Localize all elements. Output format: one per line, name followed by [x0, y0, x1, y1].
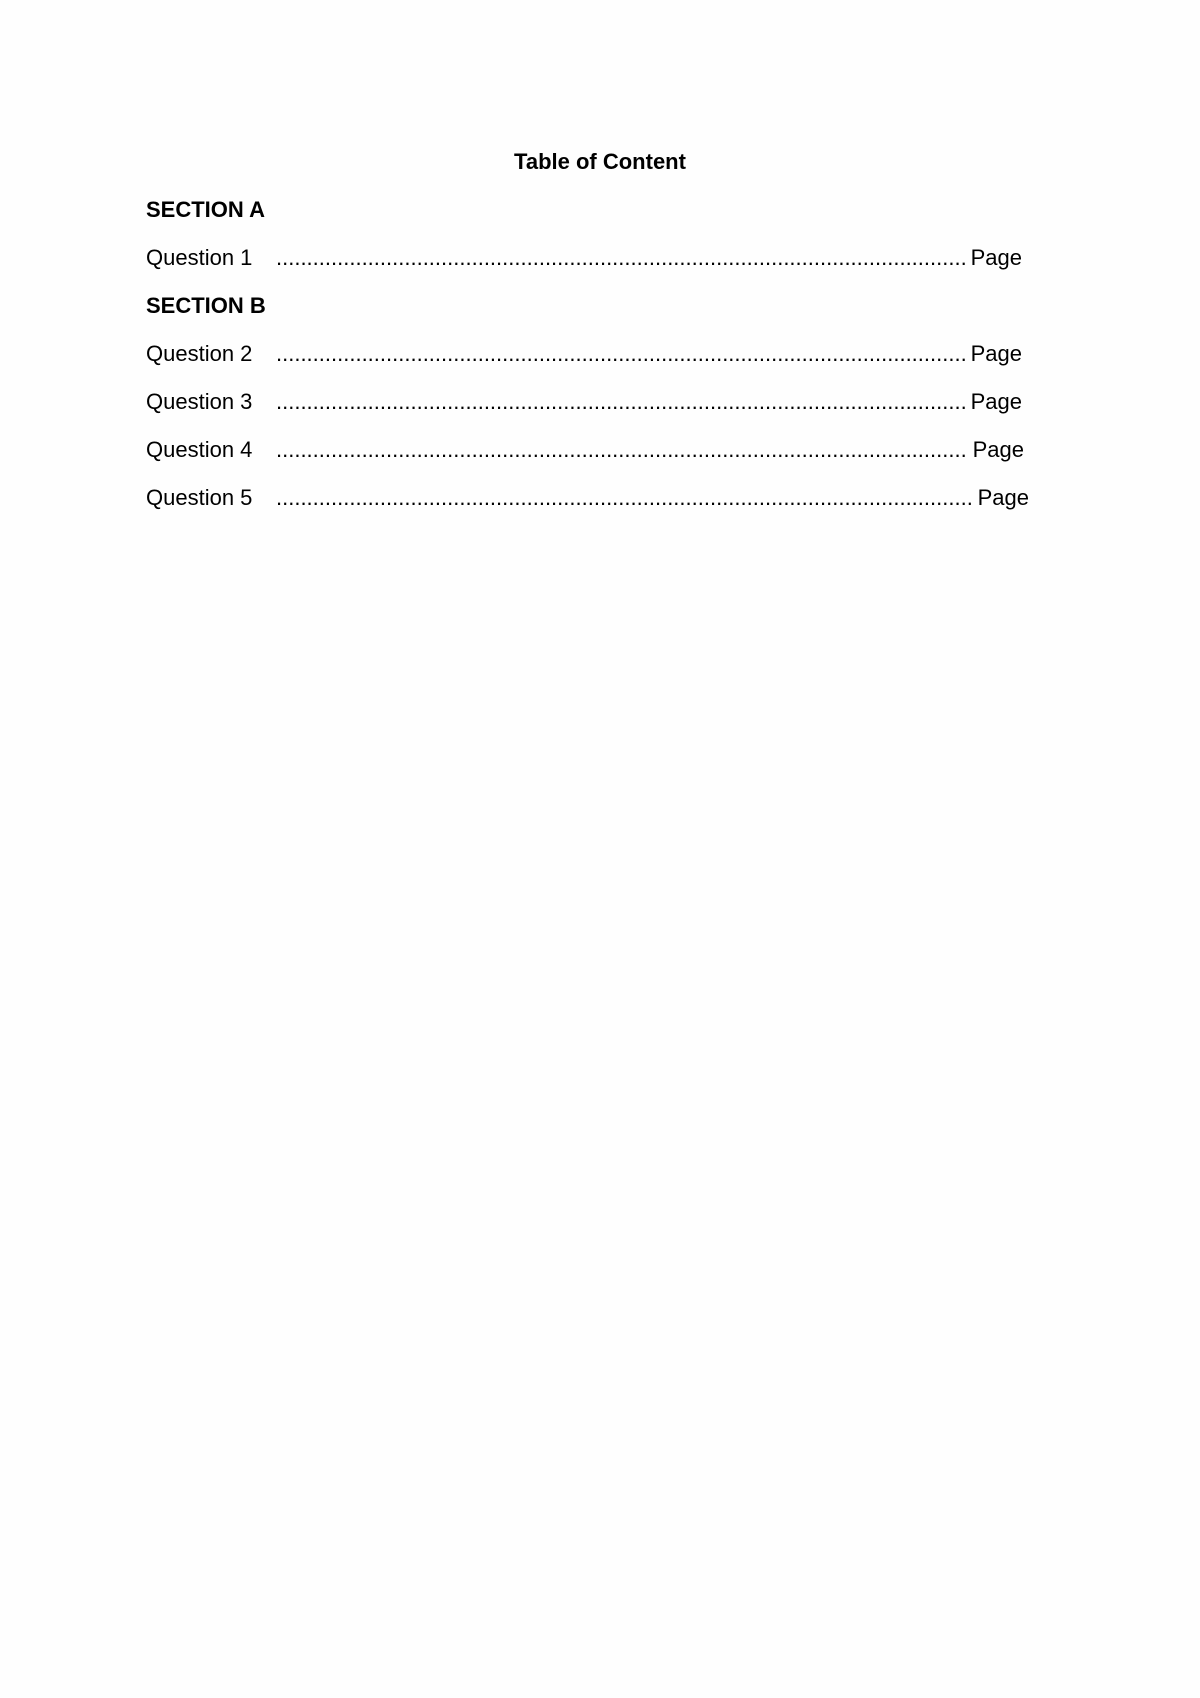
- toc-entry-page: Page: [970, 245, 1022, 270]
- dot-leader: [276, 388, 965, 416]
- toc-entry-label: Question 3: [146, 389, 253, 414]
- toc-entry-page: Page: [972, 437, 1024, 462]
- toc-entry-page: Page: [970, 341, 1022, 366]
- toc-entry-question-5[interactable]: [146, 484, 1029, 514]
- toc-entry-question-1[interactable]: [146, 244, 1022, 274]
- toc-entry-page: Page: [970, 389, 1022, 414]
- toc-entry-label: Question 1: [146, 245, 253, 270]
- toc-entry-label: Question 4: [146, 437, 253, 462]
- section-heading-a: SECTION A: [146, 197, 265, 222]
- toc-entry-label: Question 2: [146, 341, 253, 366]
- toc-title: Table of Content: [514, 149, 686, 174]
- toc-entry-question-3[interactable]: [146, 388, 1022, 418]
- toc-entry-label: Question 5: [146, 485, 253, 510]
- section-heading-b: SECTION B: [146, 293, 266, 318]
- dot-leader: [276, 244, 965, 272]
- toc-entry-page: Page: [977, 485, 1029, 510]
- toc-entry-question-4[interactable]: [146, 436, 1024, 466]
- toc-entry-question-2[interactable]: [146, 340, 1022, 370]
- dot-leader: [276, 484, 972, 512]
- dot-leader: [276, 340, 965, 368]
- dot-leader: [276, 436, 967, 464]
